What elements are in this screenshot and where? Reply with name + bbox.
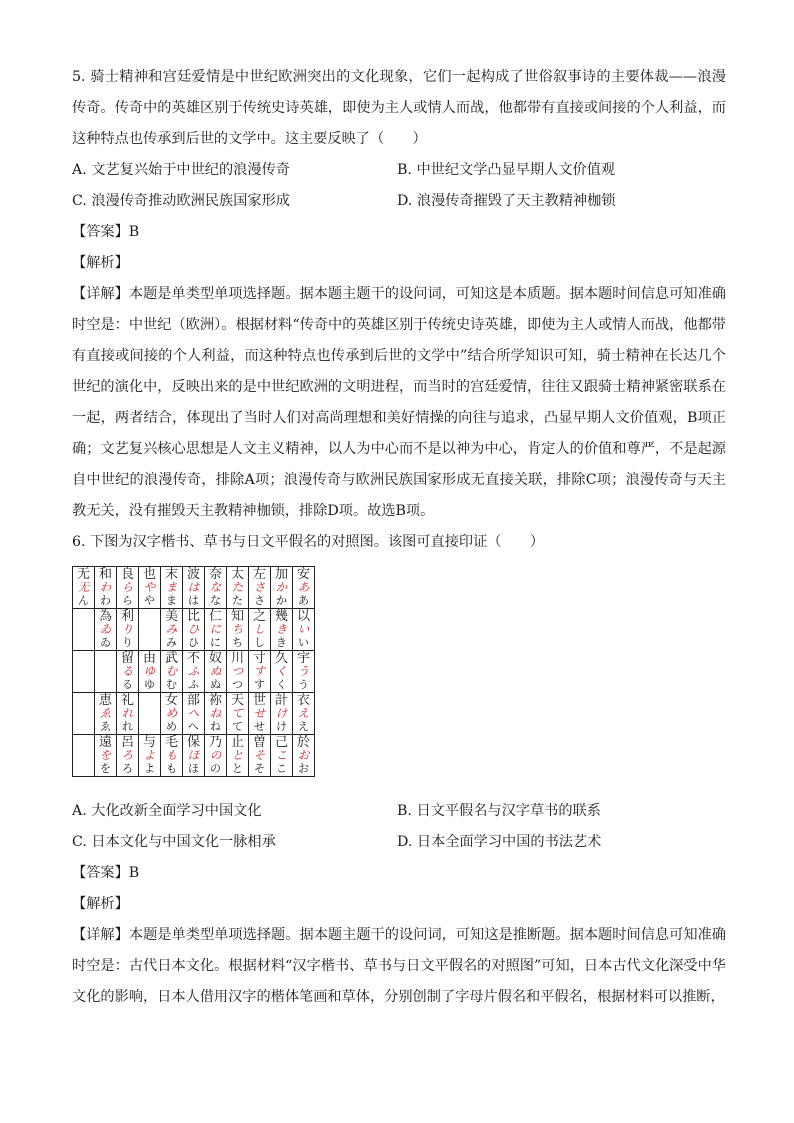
kana-cell xyxy=(117,693,139,735)
kanji-sosho: わ xyxy=(99,580,112,594)
hiragana: そ xyxy=(254,762,265,775)
kanji-kaisho: 之 xyxy=(252,609,266,624)
hiragana: せ xyxy=(254,720,265,733)
q6-option-a[interactable]: A. 大化改新全面学习中国文化 xyxy=(72,803,262,819)
q5-option-d[interactable]: D. 浪漫传奇摧毁了天主教精神枷锁 xyxy=(397,193,616,209)
kanji-kaisho: 久 xyxy=(274,651,288,666)
kana-cell xyxy=(95,609,117,651)
kana-cell xyxy=(227,651,249,693)
kana-cell xyxy=(205,693,227,735)
kanji-sosho: ち xyxy=(231,622,244,636)
q6-options-row-2 xyxy=(72,827,726,858)
kanji-sosho: ふ xyxy=(187,664,200,678)
kanji-sosho: ゑ xyxy=(99,706,112,720)
kana-cell xyxy=(161,567,183,609)
hiragana: ゐ xyxy=(100,636,111,649)
kanji-sosho: ろ xyxy=(121,748,134,762)
kana-cell xyxy=(205,567,227,609)
q6-option-b[interactable]: B. 日文平假名与汉字草书的联系 xyxy=(397,803,601,819)
hiragana: み xyxy=(166,636,177,649)
hiragana: ゆ xyxy=(144,678,155,691)
kanji-kaisho: 仁 xyxy=(208,609,222,624)
kana-comparison-figure xyxy=(72,566,726,788)
q6-analysis-label: 【解析】 xyxy=(72,896,129,912)
hiragana: ん xyxy=(78,594,89,607)
kana-cell xyxy=(139,567,161,609)
kanji-sosho: か xyxy=(275,580,288,594)
hiragana: ら xyxy=(122,594,133,607)
kana-cell xyxy=(249,567,271,609)
q5-detail: 【详解】本题是单类型单项选择题。据本题主题干的设问词，可知这是本质题。据本题时间信息可知准确时空是：中世纪（欧洲）。根据材料“传奇中的英雄区别于传统史诗英雄，即使为主人或情人而战，他都带有直接或间接的个人利益，而这种特点也传承到后世的文学中”结合所学知识可知，骑士精神在长达几个世纪的演化中，反映出来的是中世纪欧洲的文明进程，而当时的宫廷爱情，往往又跟骑士精神紧密联系在一起，两者结合，体现出了当时人们对高尚理想和美好情操的向往与追求，凸显早期人文价值观，B项正确；文艺复兴核心思想是人文主义精神，以人为中心而不是以神为中心，肯定人的价值和尊严，不是起源自中世纪的浪漫传奇，排除A项；浪漫传奇与欧洲民族国家形成无直接关联，排除C项；浪漫传奇与天主教无关，没有摧毁天主教精神枷锁，排除D项。故选B项。 xyxy=(72,286,726,519)
kana-cell xyxy=(139,651,161,693)
hiragana: ま xyxy=(166,594,177,607)
kana-comparison-table xyxy=(72,566,315,777)
hiragana: を xyxy=(100,762,111,775)
kana-cell xyxy=(73,693,95,735)
hiragana: れ xyxy=(122,720,133,733)
hiragana: い xyxy=(298,636,309,649)
q5-options-row-1 xyxy=(72,155,726,186)
hiragana: ぬ xyxy=(210,678,221,691)
kana-cell xyxy=(293,567,315,609)
kana-cell xyxy=(205,651,227,693)
kanji-kaisho: 乃 xyxy=(208,735,222,750)
q6-stem: 6. 下图为汉字楷书、草书与日文平假名的对照图。该图可直接印证（ ） xyxy=(72,534,545,550)
q5-option-c[interactable]: C. 浪漫传奇推动欧洲民族国家形成 xyxy=(72,193,290,209)
kanji-sosho: す xyxy=(253,664,266,678)
kana-cell xyxy=(95,567,117,609)
hiragana: え xyxy=(298,720,309,733)
kanji-sosho: ほ xyxy=(187,748,200,762)
q6-option-c[interactable]: C. 日本文化与中国文化一脉相承 xyxy=(72,834,276,850)
kanji-sosho: ま xyxy=(165,580,178,594)
hiragana: ほ xyxy=(188,762,199,775)
kanji-sosho: と xyxy=(231,748,244,762)
kanji-kaisho: 以 xyxy=(296,609,310,624)
kanji-sosho: よ xyxy=(143,748,156,762)
kana-cell xyxy=(227,693,249,735)
kana-cell xyxy=(95,651,117,693)
q5-answer: 【答案】B xyxy=(72,224,140,240)
kana-cell xyxy=(161,693,183,735)
kana-cell xyxy=(161,651,183,693)
kanji-kaisho: 安 xyxy=(296,567,310,582)
kanji-kaisho: 武 xyxy=(164,651,178,666)
kanji-kaisho: 於 xyxy=(296,735,310,750)
kanji-kaisho: 左 xyxy=(252,567,266,582)
hiragana: も xyxy=(166,762,177,775)
kana-cell xyxy=(271,735,293,777)
kana-cell xyxy=(293,651,315,693)
hiragana: ち xyxy=(232,636,243,649)
kanji-kaisho: 計 xyxy=(274,693,288,708)
kana-cell xyxy=(117,567,139,609)
kana-row xyxy=(73,651,315,693)
kana-cell xyxy=(271,693,293,735)
kanji-sosho: そ xyxy=(253,748,266,762)
kanji-sosho: ひ xyxy=(187,622,200,636)
kanji-kaisho: 恵 xyxy=(98,693,112,708)
kanji-kaisho: 也 xyxy=(142,567,156,582)
kana-cell xyxy=(293,735,315,777)
kanji-kaisho: 止 xyxy=(230,735,244,750)
page xyxy=(72,62,726,1013)
hiragana: お xyxy=(298,762,309,775)
kanji-sosho: 无 xyxy=(77,580,90,594)
kana-cell xyxy=(73,651,95,693)
hiragana: の xyxy=(210,762,221,775)
kanji-sosho: う xyxy=(297,664,310,678)
kanji-kaisho: 太 xyxy=(230,567,244,582)
kana-cell xyxy=(161,735,183,777)
kanji-kaisho: 末 xyxy=(164,567,178,582)
kana-cell xyxy=(227,735,249,777)
kanji-kaisho: 和 xyxy=(98,567,112,582)
kana-cell xyxy=(271,567,293,609)
hiragana: か xyxy=(276,594,287,607)
kanji-kaisho: 為 xyxy=(98,609,112,624)
kanji-kaisho: 祢 xyxy=(208,693,222,708)
kanji-kaisho: 遠 xyxy=(98,735,112,750)
kanji-kaisho: 幾 xyxy=(274,609,288,624)
kanji-sosho: の xyxy=(209,748,222,762)
hiragana: と xyxy=(232,762,243,775)
hiragana: よ xyxy=(144,762,155,775)
kanji-sosho: つ xyxy=(231,664,244,678)
kana-row xyxy=(73,567,315,609)
hiragana: な xyxy=(210,594,221,607)
kanji-sosho: き xyxy=(275,622,288,636)
hiragana: ふ xyxy=(188,678,199,691)
hiragana: く xyxy=(276,678,287,691)
kanji-sosho: け xyxy=(275,706,288,720)
kanji-sosho: く xyxy=(275,664,288,678)
hiragana: る xyxy=(122,678,133,691)
q5-option-b[interactable]: B. 中世纪文学凸显早期人文价值观 xyxy=(397,162,616,178)
kanji-kaisho: 川 xyxy=(230,651,244,666)
hiragana: め xyxy=(166,720,177,733)
q6-detail: 【详解】本题是单类型单项选择题。据本题主题干的设问词，可知这是推断题。据本题时间信息可知准确时空是：古代日本文化。根据材料“汉字楷书、草书与日文平假名的对照图”可知，日本古代文化深受中华文化的影响，日本人借用汉字的楷体笔画和草体，分别创制了字母片假名和平假名，根据材料可以推断， xyxy=(72,927,726,1005)
kanji-sosho: へ xyxy=(187,706,200,720)
hiragana: ひ xyxy=(188,636,199,649)
kanji-kaisho: 加 xyxy=(274,567,288,582)
kana-cell xyxy=(183,567,205,609)
kanji-sosho: み xyxy=(165,622,178,636)
hiragana: り xyxy=(122,636,133,649)
kanji-kaisho: 与 xyxy=(142,735,156,750)
kanji-sosho: た xyxy=(231,580,244,594)
hiragana: へ xyxy=(188,720,199,733)
kanji-sosho: さ xyxy=(253,580,266,594)
kana-cell xyxy=(117,609,139,651)
hiragana: さ xyxy=(254,594,265,607)
kanji-sosho: も xyxy=(165,748,178,762)
hiragana: ね xyxy=(210,720,221,733)
kana-cell xyxy=(249,609,271,651)
kana-cell xyxy=(95,693,117,735)
kanji-sosho: に xyxy=(209,622,222,636)
hiragana: む xyxy=(166,678,177,691)
hiragana: わ xyxy=(100,594,111,607)
kana-row xyxy=(73,735,315,777)
kanji-sosho: お xyxy=(297,748,310,762)
kanji-sosho: て xyxy=(231,706,244,720)
kanji-sosho: ぬ xyxy=(209,664,222,678)
kanji-kaisho: 无 xyxy=(76,567,90,582)
hiragana: け xyxy=(276,720,287,733)
kanji-kaisho: 奴 xyxy=(208,651,222,666)
kana-row xyxy=(73,693,315,735)
kanji-kaisho: 部 xyxy=(186,693,200,708)
q6-answer: 【答案】B xyxy=(72,865,140,881)
kanji-kaisho: 寸 xyxy=(252,651,266,666)
kanji-kaisho: 知 xyxy=(230,609,244,624)
kana-cell xyxy=(271,651,293,693)
kana-cell xyxy=(293,693,315,735)
kana-cell xyxy=(139,735,161,777)
kana-row xyxy=(73,609,315,651)
q5-stem: 5. 骑士精神和宫廷爱情是中世纪欧洲突出的文化现象，它们一起构成了世俗叙事诗的主要体裁——浪漫传奇。传奇中的英雄区别于传统史诗英雄，即使为主人或情人而战，他都带有直接或间接的个人利益，而这种特点也传承到后世的文学中。这主要反映了（ ） xyxy=(72,69,726,147)
kana-cell xyxy=(249,735,271,777)
kanji-kaisho: 女 xyxy=(164,693,178,708)
kanji-kaisho: 衣 xyxy=(296,693,310,708)
q6-option-d[interactable]: D. 日本全面学习中国的书法艺术 xyxy=(397,834,602,850)
kana-cell xyxy=(73,567,95,609)
kanji-sosho: ら xyxy=(121,580,134,594)
hiragana: に xyxy=(210,636,221,649)
hiragana: う xyxy=(298,678,309,691)
q5-options-row-2 xyxy=(72,186,726,217)
kana-cell xyxy=(227,609,249,651)
hiragana: つ xyxy=(232,678,243,691)
hiragana: す xyxy=(254,678,265,691)
kanji-sosho: を xyxy=(99,748,112,762)
kanji-kaisho: 保 xyxy=(186,735,200,750)
kanji-sosho: ゆ xyxy=(143,664,156,678)
kanji-sosho: は xyxy=(187,580,200,594)
kanji-kaisho: 留 xyxy=(120,651,134,666)
kana-cell xyxy=(249,651,271,693)
kana-cell xyxy=(117,651,139,693)
kana-cell xyxy=(183,735,205,777)
kanji-kaisho: 礼 xyxy=(120,693,134,708)
kana-cell xyxy=(95,735,117,777)
kanji-kaisho: 良 xyxy=(120,567,134,582)
kana-cell xyxy=(117,735,139,777)
kanji-kaisho: 比 xyxy=(186,609,200,624)
kana-cell xyxy=(139,693,161,735)
kanji-sosho: む xyxy=(165,664,178,678)
hiragana: て xyxy=(232,720,243,733)
kanji-kaisho: 利 xyxy=(120,609,134,624)
kanji-kaisho: 不 xyxy=(186,651,200,666)
kanji-sosho: め xyxy=(165,706,178,720)
kanji-sosho: い xyxy=(297,622,310,636)
kana-cell xyxy=(73,735,95,777)
hiragana: は xyxy=(188,594,199,607)
kanji-sosho: し xyxy=(253,622,266,636)
kanji-sosho: る xyxy=(121,664,134,678)
hiragana: あ xyxy=(298,594,309,607)
kana-cell xyxy=(139,609,161,651)
hiragana: ゑ xyxy=(100,720,111,733)
kanji-kaisho: 曽 xyxy=(252,735,266,750)
q6-options-row-1 xyxy=(72,796,726,827)
hiragana: や xyxy=(144,594,155,607)
kana-cell xyxy=(183,693,205,735)
hiragana: こ xyxy=(276,762,287,775)
kanji-sosho: れ xyxy=(121,706,134,720)
kanji-kaisho: 天 xyxy=(230,693,244,708)
hiragana: き xyxy=(276,636,287,649)
kana-cell xyxy=(271,609,293,651)
kanji-sosho: り xyxy=(121,622,134,636)
kanji-kaisho: 世 xyxy=(252,693,266,708)
kanji-kaisho: 奈 xyxy=(208,567,222,582)
kana-cell xyxy=(205,609,227,651)
kana-cell xyxy=(183,651,205,693)
kanji-kaisho: 由 xyxy=(142,651,156,666)
kana-cell xyxy=(73,609,95,651)
kana-cell xyxy=(227,567,249,609)
kanji-sosho: や xyxy=(143,580,156,594)
kanji-kaisho: 毛 xyxy=(164,735,178,750)
hiragana: ろ xyxy=(122,762,133,775)
kanji-sosho: あ xyxy=(297,580,310,594)
hiragana: た xyxy=(232,594,243,607)
kanji-sosho: せ xyxy=(253,706,266,720)
kana-cell xyxy=(205,735,227,777)
kanji-kaisho: 美 xyxy=(164,609,178,624)
kanji-sosho: ゐ xyxy=(99,622,112,636)
kanji-kaisho: 己 xyxy=(274,735,288,750)
kana-cell xyxy=(161,609,183,651)
kana-cell xyxy=(293,609,315,651)
kana-cell xyxy=(249,693,271,735)
kanji-sosho: え xyxy=(297,706,310,720)
kanji-kaisho: 宇 xyxy=(296,651,310,666)
kanji-sosho: ね xyxy=(209,706,222,720)
q5-option-a[interactable]: A. 文艺复兴始于中世纪的浪漫传奇 xyxy=(72,162,290,178)
kanji-sosho: な xyxy=(209,580,222,594)
kanji-sosho: こ xyxy=(275,748,288,762)
kanji-kaisho: 呂 xyxy=(120,735,134,750)
hiragana: し xyxy=(254,636,265,649)
kana-cell xyxy=(183,609,205,651)
kanji-kaisho: 波 xyxy=(186,567,200,582)
q5-analysis-label: 【解析】 xyxy=(72,255,129,271)
